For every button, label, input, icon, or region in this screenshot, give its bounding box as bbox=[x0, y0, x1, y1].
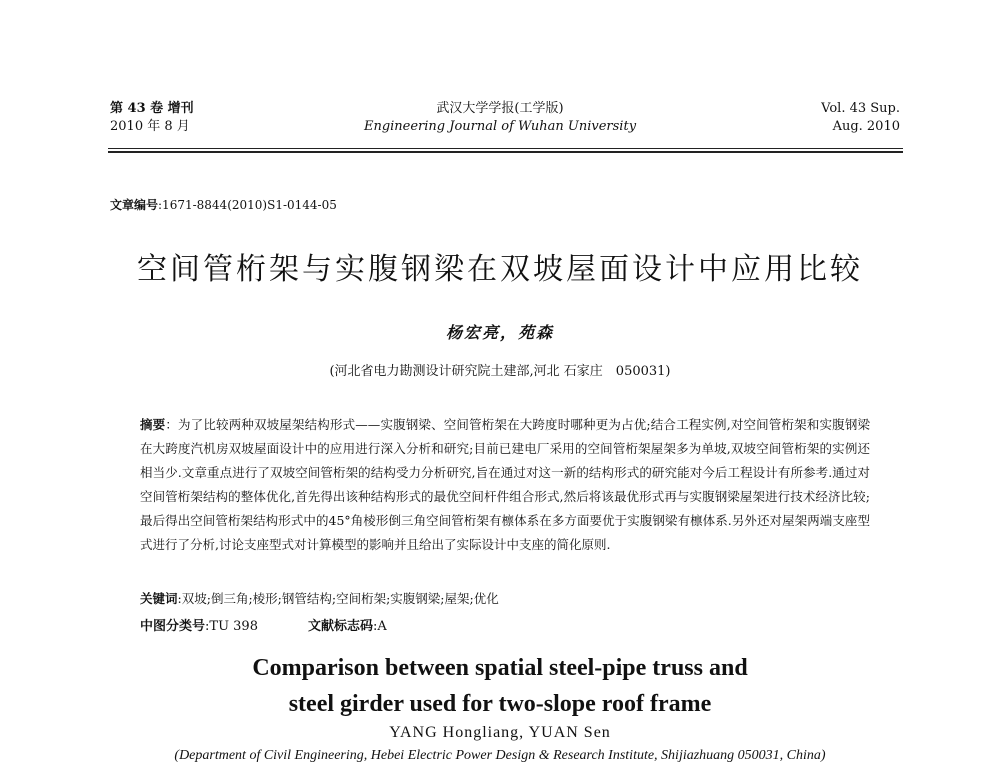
keywords-label: 关键词 bbox=[140, 591, 178, 606]
abstract-label: 摘要 bbox=[140, 417, 166, 432]
clc-label: 中图分类号 bbox=[140, 619, 206, 634]
authors-cn: 杨宏亮，苑森 bbox=[445, 323, 554, 342]
paper-title-cn: 空间管桁架与实腹钢梁在双坡屋面设计中应用比较 bbox=[137, 252, 863, 287]
journal-name-en: Engineering Journal of Wuhan University bbox=[363, 119, 637, 134]
header-rule-thin bbox=[108, 148, 903, 149]
paper-title-en-line1: Comparison between spatial steel-pipe truss and bbox=[252, 655, 748, 681]
header-rule-thick bbox=[108, 151, 903, 153]
date-en: Aug. 2010 bbox=[832, 119, 900, 134]
volume-en: Vol. 43 Sup. bbox=[821, 101, 900, 116]
affiliation-en: (Department of Civil Engineering, Hebei Electric Power Design & Research Institute, Shijiazhuang 050031, China) bbox=[174, 748, 826, 763]
keywords-cn bbox=[140, 589, 870, 607]
article-id-label: 文章编号 bbox=[110, 198, 159, 212]
publication-date-cn: 2010 年 8 月 bbox=[110, 119, 190, 134]
doc-code-value: :A bbox=[372, 619, 387, 634]
volume-issue: 第 43 卷 增刊 bbox=[110, 101, 194, 116]
affiliation-cn: (河北省电力勘测设计研究院土建部,河北 石家庄 050031) bbox=[329, 364, 671, 379]
journal-name-cn: 武汉大学学报(工学版) bbox=[436, 101, 564, 116]
paper-title-en-line2: steel girder used for two-slope roof frame bbox=[288, 691, 712, 717]
authors-en: YANG Hongliang, YUAN Sen bbox=[389, 724, 611, 741]
journal-volume-en bbox=[821, 100, 900, 136]
classification-line bbox=[140, 615, 387, 634]
keywords-text: :双坡;倒三角;棱形;钢管结构;空间桁架;实腹钢梁;屋架;优化 bbox=[177, 591, 499, 606]
article-id-value: :1671-8844(2010)S1-0144-05 bbox=[158, 198, 337, 212]
article-id bbox=[110, 196, 337, 213]
abstract-cn bbox=[140, 413, 870, 557]
paper-title-en bbox=[0, 650, 1000, 722]
doc-code-label: 文献标志码 bbox=[307, 619, 373, 634]
clc-value: :TU 398 bbox=[205, 619, 258, 634]
abstract-text: ：为了比较两种双坡屋架结构形式——实腹钢梁、空间管桁架在大跨度时哪种更为占优;结合工程实例,对空间管桁架和实腹钢梁在大跨度汽机房双坡屋面设计中的应用进行深入分析和研究;目前已建电厂采用的空间管桁架屋架多为单坡,双坡空间管桁架的实例还相当少.文章重点进行了双坡空间管桁架的结构受力分析研究,旨在通过对这一新的结构形式的研究能对今后工程设计有所参考.通过对空间管桁架结构的整体优化,首先得出该种结构形式的最优空间杆件组合形式,然后将该最优形式再与实腹钢梁屋架进行技术经济比较;最后得出空间管桁架结构形式中的45°角棱形倒三角空间管桁架有檩体系在多方面要优于实腹钢梁有檩体系.另外还对屋架两端支座型式进行了分析,讨论支座型式对计算模型的影响并且给出了实际设计中支座的简化原则. bbox=[140, 417, 870, 552]
